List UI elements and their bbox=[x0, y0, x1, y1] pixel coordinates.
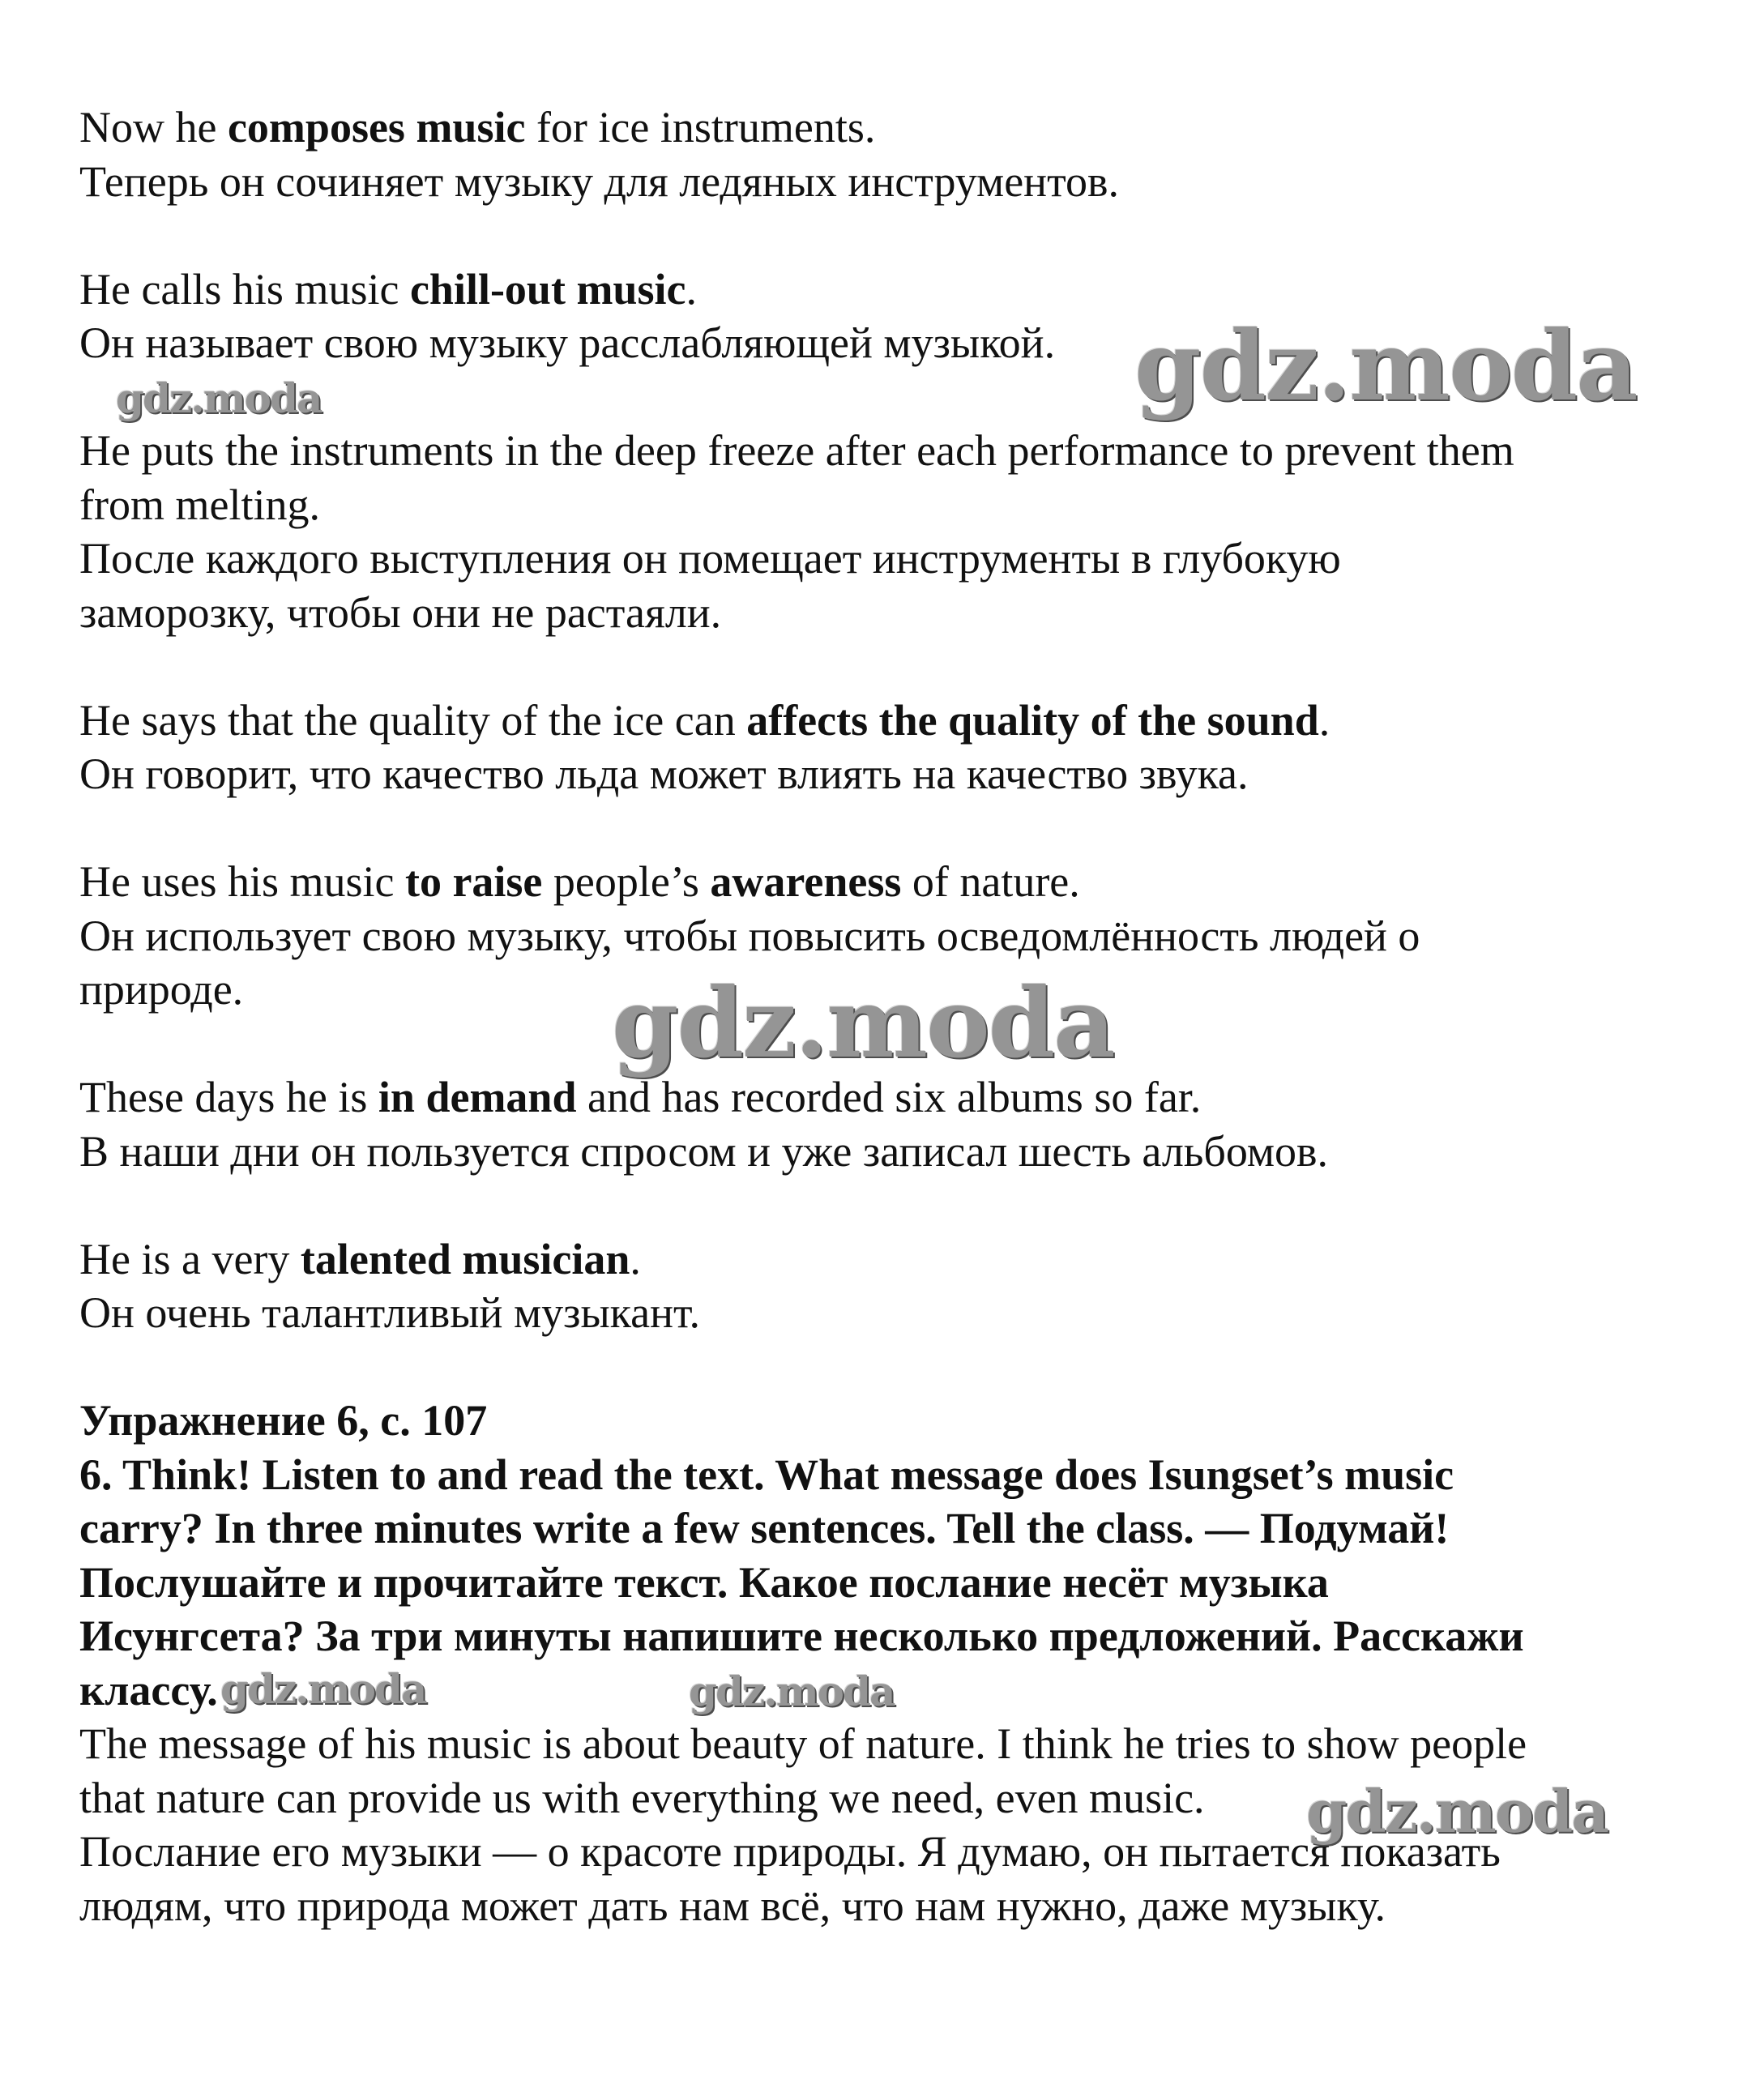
exercise-heading: Упражнение 6, с. 107 bbox=[79, 1396, 488, 1445]
russian-translation-continued: природе. bbox=[79, 965, 244, 1014]
english-sentence: These days he is in demand and has recorded six albums so far. bbox=[79, 1073, 1202, 1121]
russian-translation-continued: заморозку, чтобы они не растаяли. bbox=[79, 587, 722, 637]
russian-translation: Он называет свою музыку расслабляющей музыкой. bbox=[79, 318, 1056, 367]
english-sentence: He calls his music chill-out music. bbox=[79, 264, 697, 314]
answer-russian: Послание его музыки — о красоте природы. Я думаю, он пытается показать bbox=[79, 1827, 1501, 1876]
answer-english-continued: that nature can provide us with everything we need, even music. bbox=[79, 1773, 1205, 1822]
watermark-logo: gdz.moda bbox=[220, 1665, 426, 1713]
watermark-logo: gdz.moda bbox=[1134, 310, 1637, 422]
english-sentence: Now he composes music for ice instruments. bbox=[79, 103, 876, 152]
russian-translation: Он очень талантливый музыкант. bbox=[79, 1288, 701, 1337]
watermark-logo: gdz.moda bbox=[612, 967, 1114, 1079]
task-line: Послушайте и прочитайте текст. Какое послание несёт музыка bbox=[79, 1557, 1329, 1607]
english-sentence-continued: from melting. bbox=[79, 480, 320, 529]
russian-translation: Теперь он сочиняет музыку для ледяных инструментов. bbox=[79, 156, 1119, 206]
russian-translation: Он использует свою музыку, чтобы повысить осведомлённость людей о bbox=[79, 911, 1420, 960]
task-line: Исунгсета? За три минуты напишите несколько предложений. Расскажи bbox=[79, 1612, 1524, 1660]
english-sentence: He puts the instruments in the deep freeze after each performance to prevent them bbox=[79, 426, 1514, 475]
russian-translation: В наши дни он пользуется спросом и уже записал шесть альбомов. bbox=[79, 1126, 1329, 1176]
task-line: carry? In three minutes write a few sentences. Tell the class. — Подумай! bbox=[79, 1504, 1450, 1552]
russian-translation: После каждого выступления он помещает инструменты в глубокую bbox=[79, 534, 1341, 583]
english-sentence: He uses his music to raise people’s awareness of nature. bbox=[79, 857, 1080, 906]
english-sentence: He says that the quality of the ice can affects the quality of the sound. bbox=[79, 695, 1330, 745]
russian-translation: Он говорит, что качество льда может влиять на качество звука. bbox=[79, 749, 1249, 798]
watermark-logo: gdz.moda bbox=[1306, 1777, 1608, 1846]
watermark-logo: gdz.moda bbox=[116, 374, 322, 422]
task-line: 6. Think! Listen to and read the text. What message does Isungset’s music bbox=[79, 1450, 1454, 1499]
task-line: классу. bbox=[79, 1665, 218, 1714]
answer-russian-continued: людям, что природа может дать нам всё, что нам нужно, даже музыку. bbox=[79, 1881, 1386, 1930]
answer-english: The message of his music is about beauty of nature. I think he tries to show people bbox=[79, 1719, 1527, 1768]
watermark-logo: gdz.moda bbox=[689, 1667, 895, 1715]
english-sentence: He is a very talented musician. bbox=[79, 1234, 641, 1283]
